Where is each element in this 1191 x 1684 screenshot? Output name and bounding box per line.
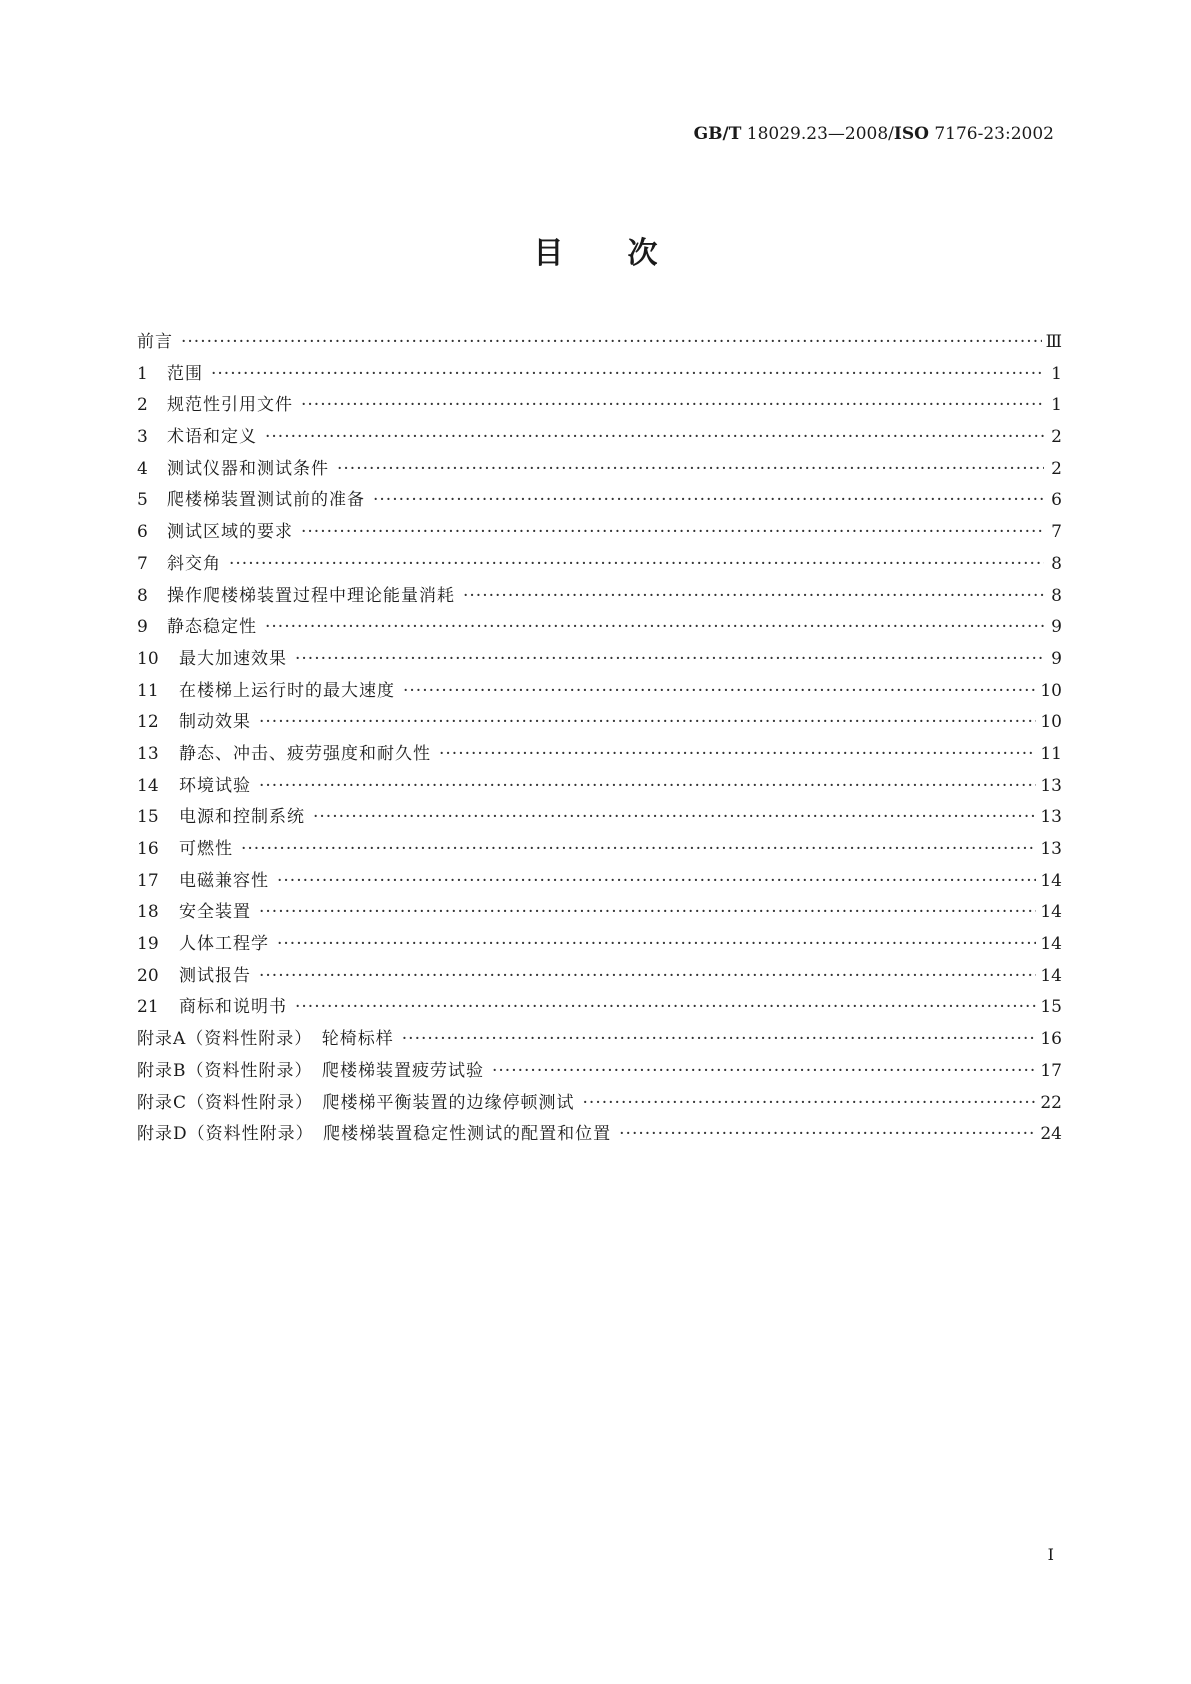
toc-entry-number: 9 <box>137 617 148 638</box>
toc-entry-label: 电源和控制系统 <box>179 807 305 828</box>
toc-leader-dots <box>277 866 1036 898</box>
toc-entry[interactable] <box>137 707 1062 739</box>
toc-entry-page: 14 <box>1040 902 1062 923</box>
toc-entry-page: Ⅲ <box>1045 332 1062 352</box>
toc-entry-number: 4 <box>137 458 148 479</box>
standard-code-prefix: GB/T <box>693 124 742 144</box>
standard-code-iso-prefix: ISO <box>893 124 929 144</box>
toc-entry-page: 14 <box>1040 934 1062 955</box>
toc-entry[interactable] <box>137 897 1062 929</box>
toc-entry-number: 20 <box>137 965 159 986</box>
toc-entry[interactable] <box>137 992 1062 1024</box>
toc-entry-label: 范围 <box>167 363 203 384</box>
toc-entry-page: 1 <box>1051 395 1062 416</box>
toc-entry-label: 人体工程学 <box>179 934 269 955</box>
toc-entry-number: 18 <box>137 902 159 923</box>
toc-leader-dots <box>463 581 1044 613</box>
toc-entry-label: 商标和说明书 <box>179 997 287 1018</box>
toc-entry[interactable] <box>137 676 1062 708</box>
toc-entry-number: 15 <box>137 807 159 828</box>
toc-leader-dots <box>619 1119 1036 1151</box>
toc-entry-label: 附录D（资料性附录） 爬楼梯装置稳定性测试的配置和位置 <box>137 1124 612 1145</box>
toc-entry-page: 11 <box>1040 743 1062 764</box>
toc-entry-number: 8 <box>137 585 148 606</box>
toc-entry-label: 前言 <box>137 332 173 352</box>
toc-entry-page: 2 <box>1051 458 1062 479</box>
toc-entry-number: 21 <box>137 997 159 1018</box>
toc-entry-label: 爬楼梯装置测试前的准备 <box>167 490 365 511</box>
toc-entry-label: 在楼梯上运行时的最大速度 <box>179 680 395 701</box>
toc-leader-dots <box>439 739 1036 771</box>
toc-entry[interactable] <box>137 454 1062 486</box>
toc-entry-number: 2 <box>137 395 148 416</box>
toc-leader-dots <box>295 992 1036 1024</box>
toc-leader-dots <box>301 390 1044 422</box>
standard-code-main: 18029.23—2008/ <box>741 124 894 144</box>
toc-entry-page: 13 <box>1040 775 1062 796</box>
toc-entry[interactable] <box>137 929 1062 961</box>
toc-entry-label: 环境试验 <box>179 775 251 796</box>
toc-leader-dots <box>265 422 1044 454</box>
toc-entry-number: 19 <box>137 934 159 955</box>
toc-leader-dots <box>337 454 1044 486</box>
toc-entry-number: 7 <box>137 553 148 574</box>
toc-entry-page: 10 <box>1040 712 1062 733</box>
table-of-contents <box>137 327 1062 1151</box>
toc-entry-page: 24 <box>1040 1124 1062 1145</box>
toc-entry[interactable] <box>137 359 1062 391</box>
toc-entry-page: 7 <box>1051 522 1062 543</box>
toc-leader-dots <box>403 676 1036 708</box>
standard-code <box>694 124 1054 144</box>
toc-entry-label: 附录A（资料性附录） 轮椅标样 <box>137 1029 394 1050</box>
toc-entry-number: 14 <box>137 775 159 796</box>
toc-entry-page: 13 <box>1040 839 1062 859</box>
toc-leader-dots <box>211 359 1044 391</box>
toc-entry-label: 斜交角 <box>167 553 221 574</box>
toc-entry-page: 16 <box>1040 1029 1062 1050</box>
toc-entry[interactable] <box>137 644 1062 676</box>
page-title: 目次 <box>533 236 722 271</box>
toc-entry-page: 9 <box>1051 617 1062 638</box>
toc-leader-dots <box>229 549 1044 581</box>
toc-entry-label: 测试报告 <box>179 965 251 986</box>
toc-entry-label: 静态稳定性 <box>167 617 257 638</box>
toc-entry[interactable] <box>137 422 1062 454</box>
toc-leader-dots <box>277 929 1036 961</box>
toc-entry-label: 测试仪器和测试条件 <box>167 458 329 479</box>
toc-leader-dots <box>259 897 1036 929</box>
toc-entry-label: 测试区域的要求 <box>167 522 293 543</box>
toc-entry-label: 附录C（资料性附录） 爬楼梯平衡装置的边缘停顿测试 <box>137 1092 575 1113</box>
toc-entry[interactable] <box>137 834 1062 866</box>
toc-entry-page: 2 <box>1051 427 1062 448</box>
toc-entry-label: 术语和定义 <box>167 427 257 448</box>
toc-leader-dots <box>301 517 1044 549</box>
toc-entry-number: 16 <box>137 839 159 859</box>
toc-entry-label: 电磁兼容性 <box>179 870 269 891</box>
page-number: I <box>1047 1545 1054 1564</box>
toc-entry[interactable] <box>137 961 1062 993</box>
toc-entry-number: 3 <box>137 427 148 448</box>
toc-entry-page: 14 <box>1040 965 1062 986</box>
toc-entry[interactable] <box>137 1119 1062 1151</box>
toc-entry[interactable] <box>137 327 1062 359</box>
toc-entry[interactable] <box>137 612 1062 644</box>
toc-entry[interactable] <box>137 485 1062 517</box>
toc-entry-number: 11 <box>137 680 159 701</box>
toc-entry-number: 5 <box>137 490 148 511</box>
toc-entry[interactable] <box>137 1024 1062 1056</box>
toc-entry-label: 附录B（资料性附录） 爬楼梯装置疲劳试验 <box>137 1060 484 1081</box>
toc-leader-dots <box>259 961 1036 993</box>
toc-entry[interactable] <box>137 802 1062 834</box>
toc-leader-dots <box>583 1088 1037 1120</box>
toc-entry[interactable] <box>137 1088 1062 1120</box>
toc-leader-dots <box>295 644 1044 676</box>
toc-leader-dots <box>313 802 1036 834</box>
toc-entry-page: 15 <box>1040 997 1062 1018</box>
toc-entry-page: 17 <box>1040 1060 1062 1081</box>
toc-leader-dots <box>373 485 1044 517</box>
toc-leader-dots <box>259 771 1036 803</box>
toc-entry-page: 14 <box>1040 870 1062 891</box>
toc-entry-page: 8 <box>1051 553 1062 574</box>
toc-leader-dots <box>402 1024 1037 1056</box>
toc-entry-page: 1 <box>1051 363 1062 384</box>
toc-entry-page: 8 <box>1051 585 1062 606</box>
toc-leader-dots <box>265 612 1044 644</box>
standard-code-iso: 7176-23:2002 <box>928 124 1054 144</box>
toc-entry[interactable] <box>137 581 1062 613</box>
toc-leader-dots <box>181 327 1042 359</box>
toc-entry-page: 22 <box>1040 1092 1062 1113</box>
toc-entry-label: 最大加速效果 <box>179 648 287 669</box>
toc-entry-number: 1 <box>137 363 148 384</box>
toc-entry[interactable] <box>137 517 1062 549</box>
toc-entry-label: 操作爬楼梯装置过程中理论能量消耗 <box>167 585 455 606</box>
toc-entry[interactable] <box>137 549 1062 581</box>
toc-leader-dots <box>241 834 1036 866</box>
toc-entry[interactable] <box>137 1056 1062 1088</box>
toc-entry[interactable] <box>137 866 1062 898</box>
toc-leader-dots <box>259 707 1036 739</box>
toc-entry-page: 10 <box>1040 680 1062 701</box>
toc-entry-number: 12 <box>137 712 159 733</box>
toc-leader-dots <box>492 1056 1036 1088</box>
toc-entry[interactable] <box>137 739 1062 771</box>
toc-entry-label: 可燃性 <box>179 839 233 859</box>
toc-entry-page: 13 <box>1040 807 1062 828</box>
toc-entry-label: 制动效果 <box>179 712 251 733</box>
toc-entry[interactable] <box>137 390 1062 422</box>
toc-entry-label: 安全装置 <box>179 902 251 923</box>
toc-entry-number: 6 <box>137 522 148 543</box>
toc-entry-page: 9 <box>1051 648 1062 669</box>
toc-entry-label: 静态、冲击、疲劳强度和耐久性 <box>179 743 431 764</box>
toc-entry-label: 规范性引用文件 <box>167 395 293 416</box>
toc-entry-number: 10 <box>137 648 159 669</box>
toc-entry-number: 13 <box>137 743 159 764</box>
toc-entry-number: 17 <box>137 870 159 891</box>
toc-entry[interactable] <box>137 771 1062 803</box>
toc-entry-page: 6 <box>1051 490 1062 511</box>
